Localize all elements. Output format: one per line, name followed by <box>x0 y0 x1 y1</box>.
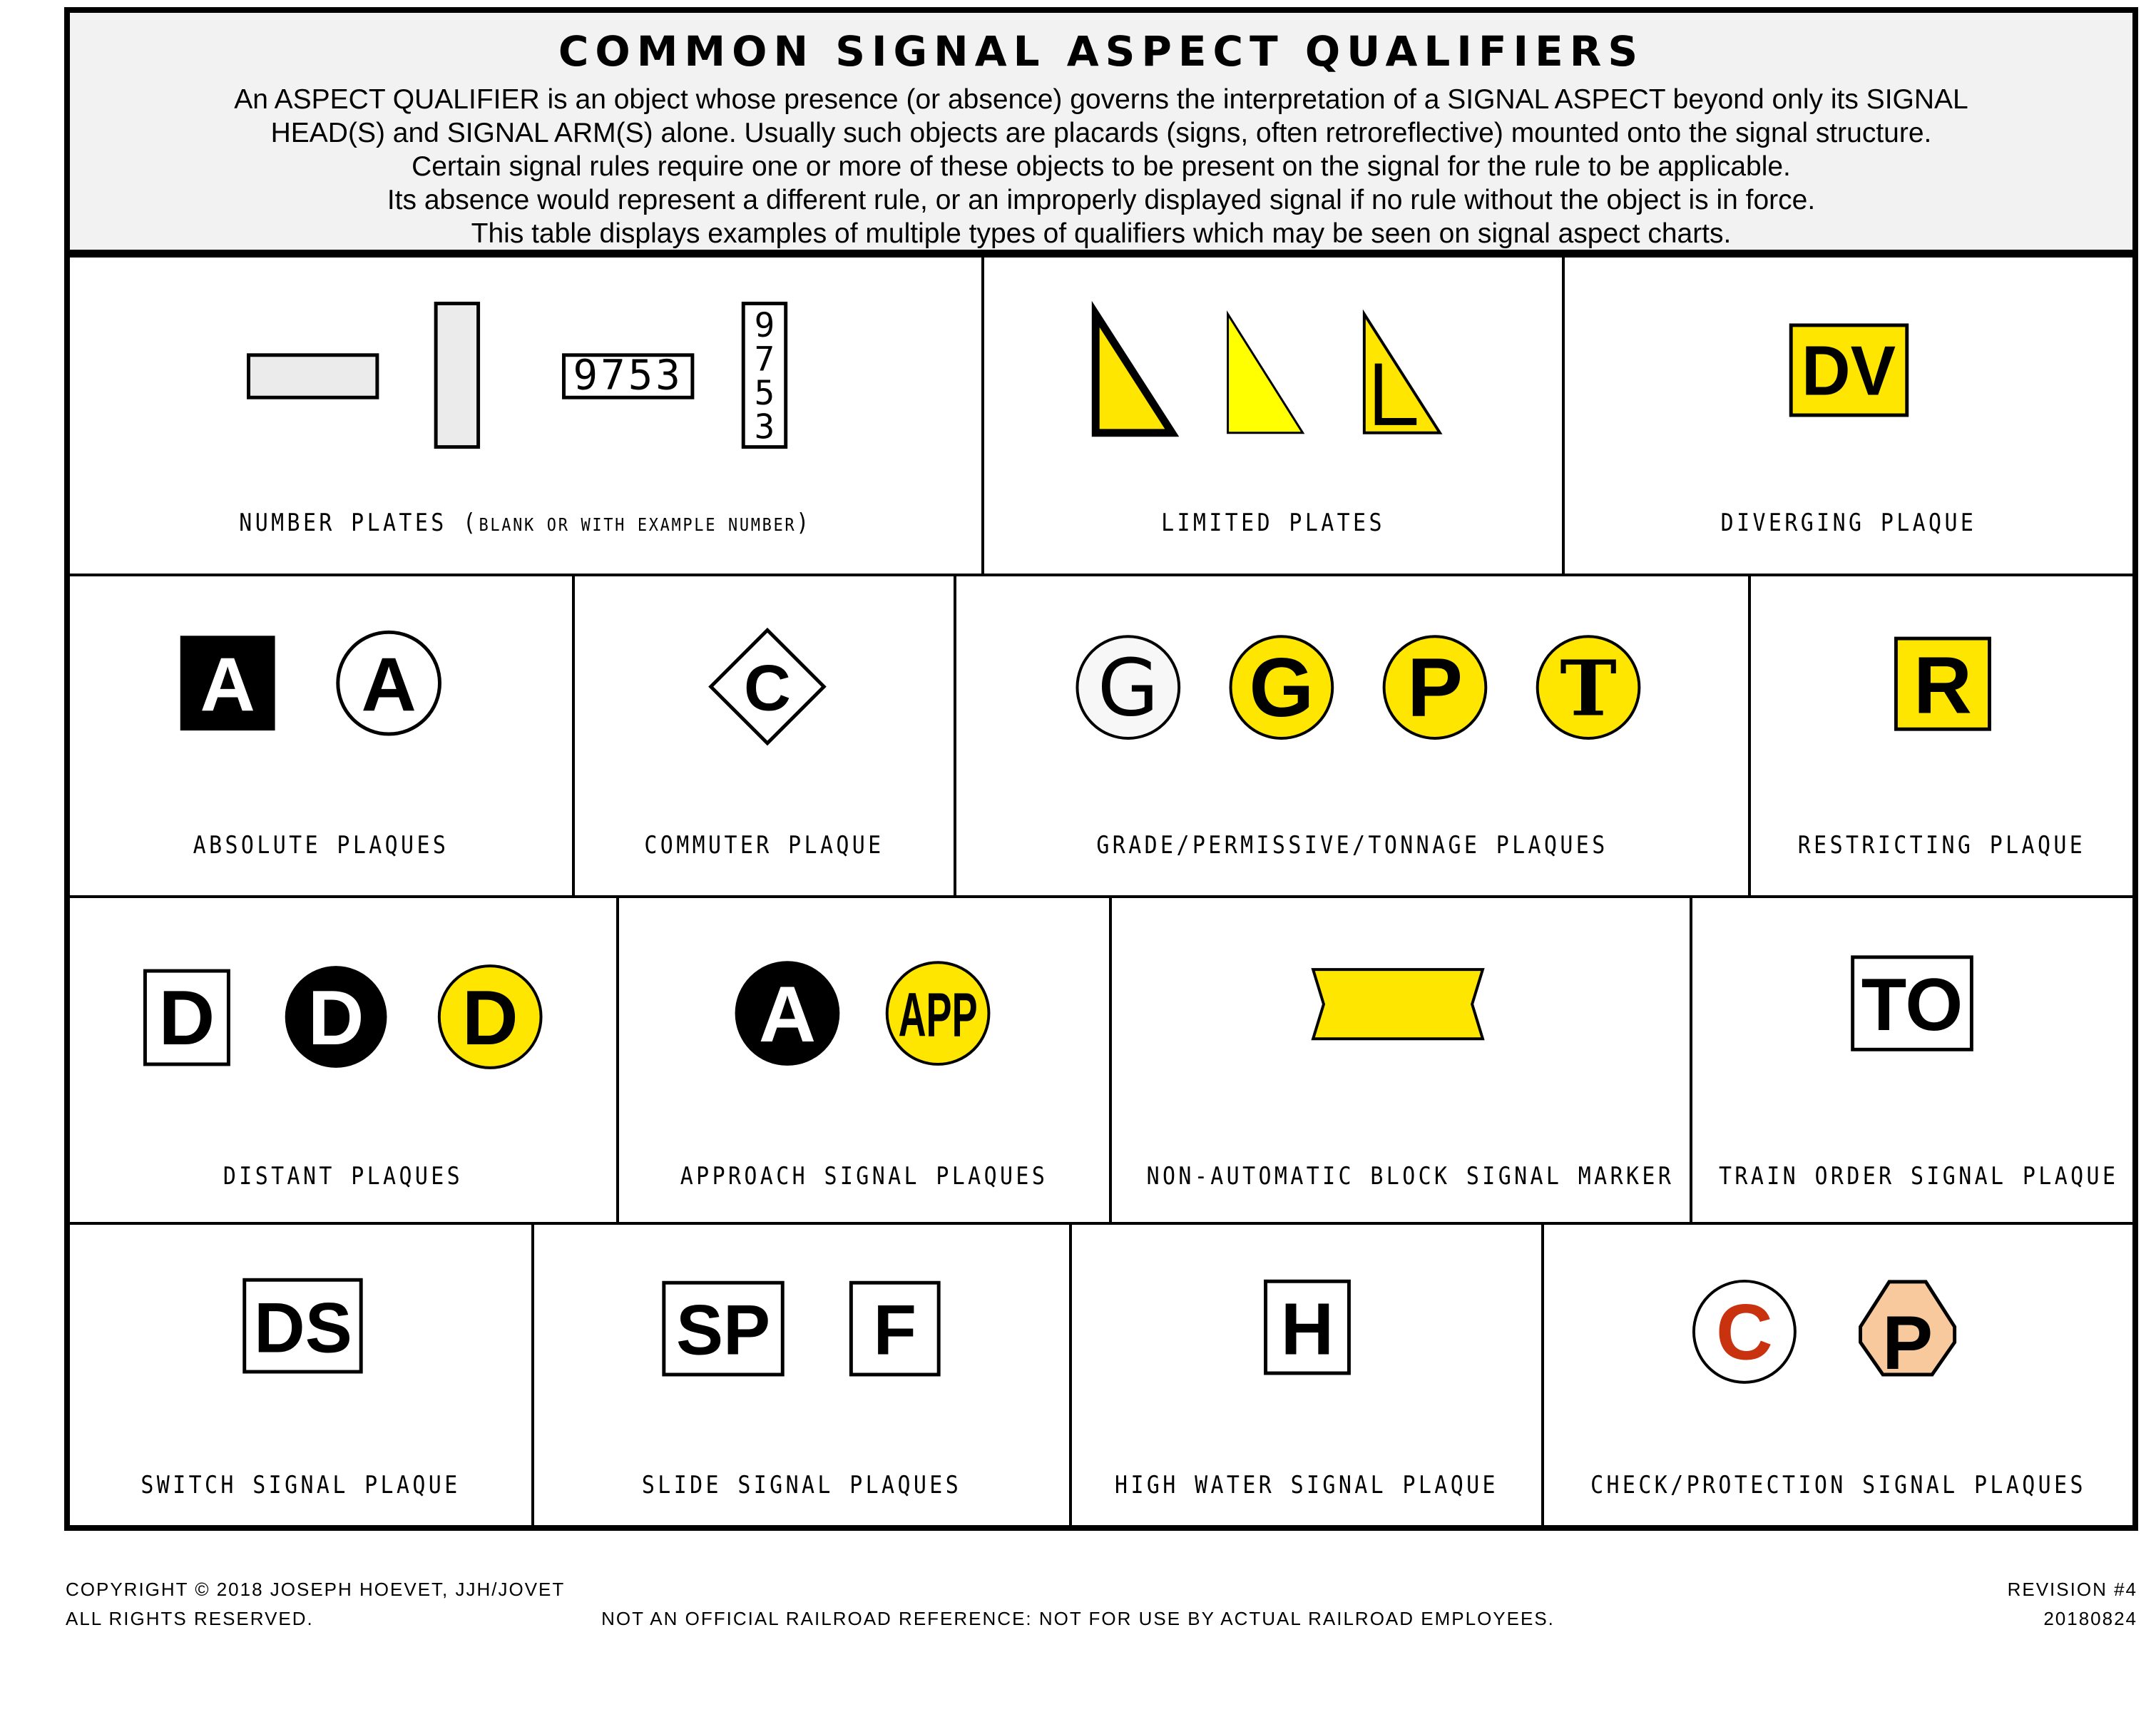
cell-approach-plaques <box>616 898 1109 1222</box>
train-order-glyph: TO <box>1861 963 1963 1046</box>
chart-title: COMMON SIGNAL ASPECT QUALIFIERS <box>558 27 1645 76</box>
intro-text <box>98 83 2104 250</box>
intro-line: This table displays examples of multiple types of qualifiers which may be seen on signal aspect charts. <box>471 218 1732 249</box>
absolute-glyph: A <box>361 641 417 728</box>
cell-train-order-plaque <box>1690 898 2132 1222</box>
restricting-glyph: R <box>1914 640 1972 731</box>
cell-label: COMMUTER PLAQUE <box>644 831 884 860</box>
cell-commuter-plaque <box>572 576 954 895</box>
plate-digit: 5 <box>754 374 775 414</box>
plate-digit: 7 <box>754 340 775 379</box>
cell-label: APPROACH SIGNAL PLAQUES <box>680 1162 1048 1191</box>
limited-plate-bordered <box>1095 314 1172 432</box>
blank-horizontal-plate <box>249 355 377 397</box>
cell-label: DIVERGING PLAQUE <box>1720 509 1977 537</box>
cell-label: NON-AUTOMATIC BLOCK SIGNAL MARKER <box>1146 1162 1675 1191</box>
limited-plate-plain <box>1228 314 1303 432</box>
commuter-glyph: C <box>744 651 791 725</box>
approach-glyph: A <box>758 969 817 1059</box>
table-row <box>70 255 2132 574</box>
cell-distant-plaques <box>70 898 616 1222</box>
cell-slide-plaques <box>531 1225 1069 1525</box>
disclaimer-text: NOT AN OFFICIAL RAILROAD REFERENCE: NOT FOR USE BY ACTUAL RAILROAD EMPLOYEES. <box>601 1608 1555 1629</box>
high-water-glyph: H <box>1280 1288 1334 1370</box>
table-row <box>70 574 2132 895</box>
cell-label: LIMITED PLATES <box>1161 509 1385 537</box>
check-glyph: C <box>1716 1288 1773 1377</box>
blank-vertical-plate <box>436 303 478 447</box>
cell-limited-plates <box>981 258 1562 574</box>
switch-glyph: DS <box>254 1288 352 1367</box>
cell-label: DISTANT PLAQUES <box>223 1162 464 1191</box>
nab-marker <box>1313 969 1483 1039</box>
cell-label: SWITCH SIGNAL PLAQUE <box>141 1471 461 1499</box>
distant-glyph: D <box>158 974 215 1062</box>
approach-glyph: APP <box>898 980 978 1050</box>
rights-text: ALL RIGHTS RESERVED. <box>66 1608 314 1629</box>
intro-line: Certain signal rules require one or more of these objects to be present on the signal for the rule to be applicable. <box>412 151 1791 182</box>
table-row <box>70 1222 2132 1525</box>
cell-check-protection-plaques <box>1541 1225 2132 1525</box>
cell-label: GRADE/PERMISSIVE/TONNAGE PLAQUES <box>1096 831 1608 860</box>
distant-glyph: D <box>461 974 518 1062</box>
signal-qualifier-chart <box>64 7 2138 1531</box>
cell-number-plates <box>70 258 981 574</box>
distant-glyph: D <box>307 974 364 1062</box>
diverging-glyph: DV <box>1801 331 1896 410</box>
cell-switch-plaque <box>70 1225 531 1525</box>
intro-line: HEAD(S) and SIGNAL ARM(S) alone. Usually such objects are placards (signs, often retroreflective) mounted onto the signal structure. <box>270 118 1932 148</box>
cell-label: RESTRICTING PLAQUE <box>1797 831 2086 860</box>
cell-absolute-plaques <box>70 576 572 895</box>
copyright-text: COPYRIGHT © 2018 JOSEPH HOEVET, JJH/JOVET <box>66 1579 566 1600</box>
table-row <box>70 895 2132 1222</box>
cell-high-water-plaque <box>1069 1225 1541 1525</box>
cell-grade-plaques <box>954 576 1748 895</box>
cell-diverging-plaque <box>1562 258 2132 574</box>
protection-glyph: P <box>1882 1300 1933 1386</box>
cell-label: ABSOLUTE PLAQUES <box>193 831 449 860</box>
permissive-glyph: P <box>1406 641 1463 735</box>
cell-label: CHECK/PROTECTION SIGNAL PLAQUES <box>1590 1471 2086 1499</box>
grade-glyph: G <box>1097 642 1159 735</box>
cell-restricting-plaque <box>1748 576 2132 895</box>
tonnage-glyph: T <box>1560 643 1617 734</box>
plate-digit: 3 <box>754 407 775 447</box>
revision-text: REVISION #4 <box>2007 1579 2137 1600</box>
cell-nab-marker <box>1109 898 1690 1222</box>
plate-digit: 9 <box>754 305 775 345</box>
slide-glyph: F <box>873 1290 917 1370</box>
chart-header <box>70 13 2132 255</box>
slide-glyph: SP <box>675 1290 771 1370</box>
intro-line: Its absence would represent a different rule, or an improperly displayed signal if no rule without the object is in force. <box>387 185 1816 215</box>
intro-line: An ASPECT QUALIFIER is an object whose presence (or absence) governs the interpretation of a SIGNAL ASPECT beyond only its SIGNAL <box>234 84 1968 115</box>
cell-label: HIGH WATER SIGNAL PLAQUE <box>1115 1471 1498 1499</box>
plate-number: 9753 <box>573 351 683 399</box>
cell-label: NUMBER PLATES (BLANK OR WITH EXAMPLE NUMBER) <box>239 509 812 537</box>
cell-label: SLIDE SIGNAL PLAQUES <box>641 1471 962 1499</box>
absolute-glyph: A <box>200 641 255 728</box>
revision-date: 20180824 <box>2043 1608 2137 1629</box>
cell-label: TRAIN ORDER SIGNAL PLAQUE <box>1719 1162 2119 1191</box>
grade-glyph: G <box>1249 641 1314 735</box>
